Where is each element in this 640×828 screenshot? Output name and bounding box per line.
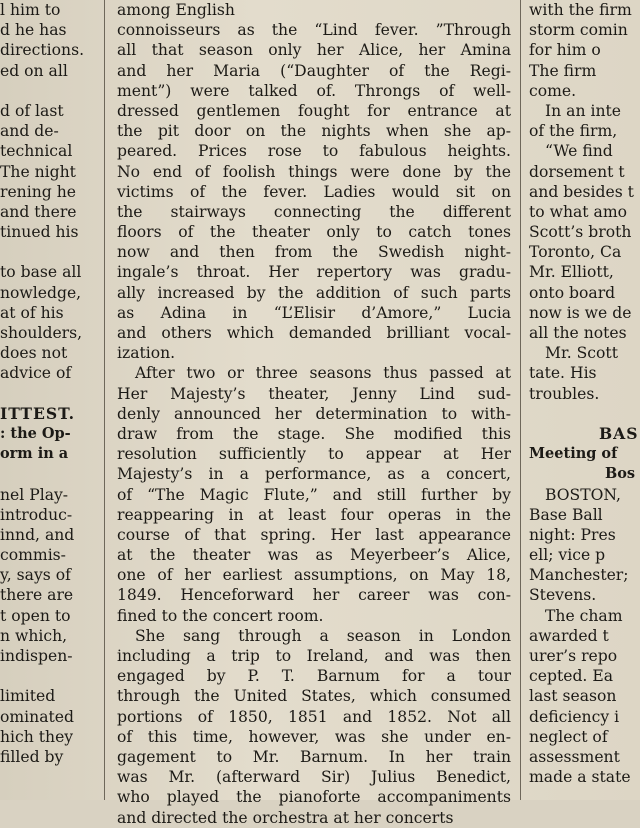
article-line: She sang through a season in London [135, 626, 511, 645]
text-line: Base Ball [529, 505, 603, 524]
article-line: including a trip to Ireland, and was then [117, 647, 511, 665]
text-line: Mr. Scott [545, 344, 618, 363]
article-line: who played the pianoforte accompaniments [117, 788, 511, 807]
text-line [0, 81, 94, 101]
article-line: portions of 1850, 1851 and 1852. Not all [117, 707, 511, 726]
text-line: to what amo [529, 202, 627, 221]
article-line: and others which demanded brilliant vocal- [117, 324, 511, 342]
text-line: “We find [545, 142, 613, 161]
section-heading: BAS [599, 423, 639, 443]
text-line: limited [0, 687, 56, 706]
text-line: night: Pres [529, 525, 616, 544]
article-line: floors of the theater only to catch tones [117, 223, 511, 242]
article-line: among English [117, 1, 235, 19]
text-line: n which, [0, 626, 68, 645]
section-subheading: Bos [605, 465, 636, 483]
text-line: and besides t [529, 182, 634, 201]
text-line [0, 464, 94, 484]
text-line: dorsement t [529, 162, 625, 181]
text-line: ell; vice p [529, 546, 606, 565]
text-line: and there [0, 202, 77, 221]
spacer [529, 404, 640, 424]
text-line: rening he [0, 182, 76, 201]
text-line: assessment [529, 747, 620, 766]
article-line: course of that spring. Her last appearance [117, 525, 511, 544]
text-line: deficiency i [529, 707, 620, 726]
text-line: t open to [0, 606, 71, 625]
text-line [0, 666, 94, 686]
text-line: directions. [0, 41, 85, 60]
section-heading: ITTEST. [0, 403, 76, 423]
text-line: to base all [0, 263, 82, 282]
text-line [0, 242, 94, 262]
text-line: nel Play- [0, 485, 69, 504]
text-line: The night [0, 162, 76, 181]
text-line: The cham [545, 606, 623, 625]
text-line: onto board [529, 283, 616, 302]
article-line: of “The Magic Flute,” and still further by [117, 485, 511, 504]
section-subheading: : the Op- [0, 424, 71, 442]
article-line: reappearing in at least four operas in the [117, 505, 511, 524]
text-line: Mr. Elliott, [529, 263, 614, 282]
text-line: technical [0, 142, 73, 161]
text-line: and de- [0, 122, 59, 141]
section-subheading: Meeting of [529, 445, 618, 463]
text-line: awarded t [529, 626, 609, 645]
text-line: l him to [0, 1, 61, 19]
text-line: neglect of [529, 727, 608, 746]
text-line: for him o [529, 41, 601, 60]
text-line: come. [529, 81, 577, 100]
text-line: with the firm [529, 1, 632, 19]
article-line: fined to the concert room. [117, 606, 324, 625]
article-line: ingale’s throat. Her repertory was gradu- [117, 263, 511, 282]
column-rule-right [520, 0, 521, 800]
text-line: Scott’s broth [529, 223, 632, 242]
article-line: ally increased by the addition of such parts [117, 283, 511, 302]
text-line: Stevens. [529, 586, 597, 605]
text-line: advice of [0, 364, 72, 383]
article-line: and her Maria (“Daughter of the Regi- [117, 61, 511, 80]
right-column [529, 0, 640, 800]
article-line: Majesty’s in a performance, as a concert, [117, 465, 511, 484]
article-line: was Mr. (afterward Sir) Julius Benedict, [117, 768, 511, 787]
text-line: last season [529, 687, 617, 706]
text-line: troubles. [529, 384, 600, 403]
text-line: indispen- [0, 647, 73, 665]
article-line: denly announced her determination to with- [117, 404, 511, 423]
text-line: shoulders, [0, 324, 83, 342]
text-line: commis- [0, 546, 66, 565]
article-line: one of her earliest assumptions, on May 18, [117, 566, 511, 585]
text-line: filled by [0, 747, 64, 766]
article-line: ment”) were talked of. Throngs of well- [117, 81, 511, 100]
text-line: Manchester; [529, 566, 629, 585]
article-line: connoisseurs as the “Lind fever. ”Through [117, 21, 511, 40]
article-line: 1849. Henceforward her career was con- [117, 586, 511, 605]
text-line: ed on all [0, 61, 68, 80]
article-line: draw from the stage. She modified this [117, 424, 511, 443]
text-line: d of last [0, 101, 64, 120]
article-line: now and then from the Swedish night- [117, 243, 511, 262]
spacer [0, 384, 94, 404]
article-line: through the United States, which consumed [117, 687, 511, 706]
text-line: does not [0, 344, 68, 363]
article-line: the pit door on the nights when she ap- [117, 122, 511, 141]
article-line: engaged by P. T. Barnum for a tour [117, 667, 511, 686]
section-subheading: orm in a [0, 445, 69, 463]
column-rule-left [104, 0, 105, 800]
text-line: urer’s repo [529, 647, 618, 665]
article-line: ization. [117, 344, 176, 363]
article-line: resolution sufficiently to appear at Her [117, 445, 511, 464]
article-line: gagement to Mr. Barnum. In her train [117, 747, 511, 766]
article-line: the stairways connecting the different [117, 202, 511, 221]
article-line: After two or three seasons thus passed at [135, 364, 511, 383]
text-line: there are [0, 586, 74, 605]
article-line: peared. Prices rose to fabulous heights. [117, 142, 511, 161]
text-line: ominated [0, 707, 74, 726]
article-line: as Adina in “L’Elisir d’Amore,” Lucia [117, 303, 511, 322]
text-line: d he has [0, 21, 67, 40]
text-line: hich they [0, 727, 74, 746]
article-line: all that season only her Alice, her Amina [117, 41, 511, 60]
text-line: of the firm, [529, 122, 618, 141]
text-line: cepted. Ea [529, 667, 614, 686]
text-line: made a state [529, 768, 631, 787]
article-line: and directed the orchestra at her concerts [117, 808, 454, 827]
text-line: Toronto, Ca [529, 243, 622, 262]
text-line: introduc- [0, 505, 73, 524]
text-line: innd, and [0, 525, 75, 544]
article-line: victims of the fever. Ladies would sit on [117, 182, 511, 201]
text-line: y, says of [0, 566, 71, 585]
text-line: storm comin [529, 21, 628, 40]
article-line: dressed gentlemen fought for entrance at [117, 101, 511, 120]
article-line: of this time, however, was she under en- [117, 727, 511, 746]
left-column [0, 0, 94, 800]
text-line: BOSTON, [545, 485, 622, 504]
middle-column-article [117, 0, 511, 827]
text-line: The firm [529, 61, 597, 80]
text-line: all the notes [529, 324, 627, 342]
text-line: tate. His [529, 364, 597, 383]
text-line: tinued his [0, 223, 79, 242]
text-line: In an inte [545, 101, 621, 120]
text-line: nowledge, [0, 283, 82, 302]
article-line: Her Majesty’s theater, Jenny Lind sud- [117, 384, 511, 403]
text-line: now is we de [529, 303, 632, 322]
text-line: at of his [0, 303, 64, 322]
article-line: No end of foolish things were done by the [117, 162, 511, 181]
article-line: at the theater was as Meyerbeer’s Alice, [117, 546, 511, 565]
